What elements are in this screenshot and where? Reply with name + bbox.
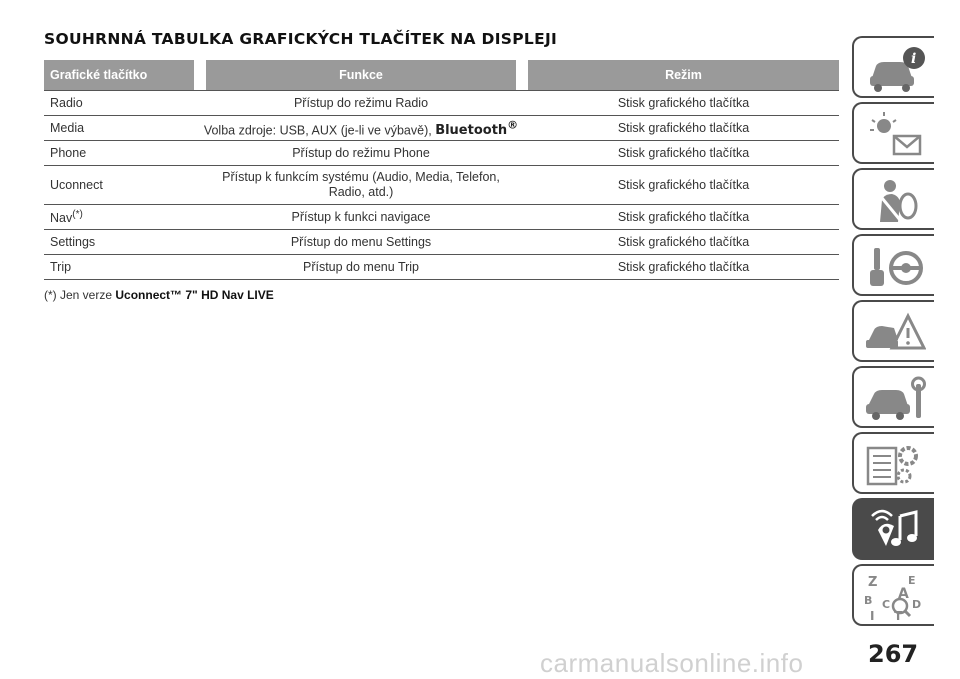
alphabet-index-icon	[864, 572, 926, 622]
table-row	[44, 141, 839, 166]
cell-mode: Stisk grafického tlačítka	[528, 141, 839, 166]
table-row	[44, 166, 839, 205]
svg-text:E: E	[908, 574, 916, 587]
cell-function: Přístup do menu Settings	[194, 230, 528, 255]
footnote-prefix: (*) Jen verze	[44, 288, 113, 302]
tab-index[interactable]	[852, 564, 934, 626]
cell-function	[194, 166, 528, 205]
header-gap	[516, 60, 528, 91]
cell-button: Uconnect	[44, 166, 194, 205]
tab-starting-driving[interactable]	[852, 234, 934, 296]
bluetooth-label: Bluetooth	[435, 123, 508, 139]
table-row	[44, 91, 839, 116]
footnote-product: Uconnect™ 7" HD Nav LIVE	[115, 288, 274, 302]
button-label: Nav	[50, 211, 73, 226]
cell-button: Trip	[44, 255, 194, 280]
svg-text:T: T	[894, 609, 903, 622]
key-steering-wheel-icon	[864, 242, 926, 292]
svg-text:C: C	[882, 598, 891, 611]
cell-function: Přístup do režimu Phone	[194, 141, 528, 166]
watermark: carmanualsonline.info	[540, 648, 804, 678]
function-line-1: Přístup k funkcím systému (Audio, Media, Telefon,	[222, 170, 500, 184]
tab-car-info[interactable]	[852, 36, 934, 98]
table-row	[44, 255, 839, 280]
column-header-function: Funkce	[206, 60, 516, 91]
header-gap	[194, 60, 206, 91]
seatbelt-airbag-icon	[864, 176, 926, 226]
cell-button: Settings	[44, 230, 194, 255]
cell-button	[44, 205, 194, 230]
cell-mode: Stisk grafického tlačítka	[528, 116, 839, 141]
tab-safety[interactable]	[852, 168, 934, 230]
table-row	[44, 116, 839, 141]
page-title: SOUHRNNÁ TABULKA GRAFICKÝCH TLAČÍTEK NA DISPLEJI	[44, 30, 558, 48]
tab-emergency[interactable]	[852, 300, 934, 362]
summary-table	[44, 60, 839, 280]
tab-technical-data[interactable]	[852, 432, 934, 494]
function-line-2: Radio, atd.)	[328, 185, 394, 199]
cell-button: Media	[44, 116, 194, 141]
car-crash-warning-icon	[864, 308, 926, 358]
svg-text:D: D	[912, 598, 922, 611]
svg-text:I: I	[870, 609, 875, 622]
column-header-mode: Režim	[528, 60, 839, 91]
column-header-button: Grafické tlačítko	[44, 60, 194, 91]
car-wrench-icon	[864, 374, 926, 424]
svg-text:i: i	[911, 51, 917, 67]
svg-text:B: B	[864, 594, 873, 607]
cell-mode: Stisk grafického tlačítka	[528, 255, 839, 280]
cell-function: Přístup k funkci navigace	[194, 205, 528, 230]
cell-mode: Stisk grafického tlačítka	[528, 230, 839, 255]
tab-maintenance[interactable]	[852, 366, 934, 428]
page-number: 267	[868, 640, 919, 668]
cell-button: Radio	[44, 91, 194, 116]
cell-mode: Stisk grafického tlačítka	[528, 166, 839, 205]
table-row	[44, 205, 839, 230]
cell-mode: Stisk grafického tlačítka	[528, 91, 839, 116]
summary-table-container	[44, 60, 839, 280]
cell-function	[194, 116, 528, 141]
footnote	[44, 288, 274, 302]
registered-mark: ®	[507, 118, 519, 132]
cell-button: Phone	[44, 141, 194, 166]
table-header-row	[44, 60, 839, 91]
cell-function: Přístup do menu Trip	[194, 255, 528, 280]
svg-text:Z: Z	[868, 575, 878, 590]
warning-light-message-icon	[864, 110, 926, 160]
tab-warning-lights[interactable]	[852, 102, 934, 164]
footnote-marker: (*)	[72, 209, 83, 221]
function-text: Volba zdroje: USB, AUX (je-li ve výbavě),	[203, 123, 432, 138]
bluetooth-brand	[435, 118, 519, 139]
table-row	[44, 230, 839, 255]
multimedia-icon	[864, 506, 926, 556]
cell-mode: Stisk grafického tlačítka	[528, 205, 839, 230]
checklist-gear-icon	[864, 440, 926, 490]
cell-function: Přístup do režimu Radio	[194, 91, 528, 116]
car-info-icon	[864, 44, 926, 94]
tab-multimedia[interactable]	[852, 498, 934, 560]
svg-text:A: A	[898, 586, 909, 602]
